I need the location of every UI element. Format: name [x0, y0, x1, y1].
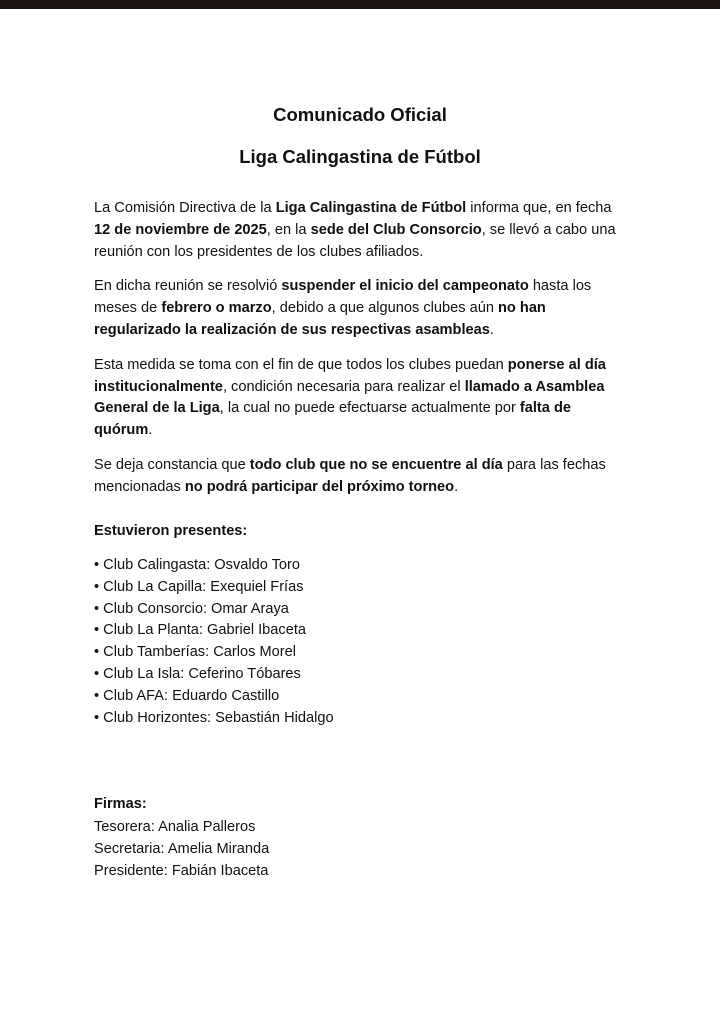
- signatures-list: [94, 817, 269, 882]
- top-dark-border: [0, 0, 720, 9]
- signatures-heading: Firmas:: [94, 796, 147, 812]
- attendee-item: • Club Consorcio: Omar Araya: [94, 599, 334, 621]
- attendees-heading: Estuvieron presentes:: [94, 523, 248, 539]
- attendee-item: • Club AFA: Eduardo Castillo: [94, 686, 334, 708]
- league-name-heading: Liga Calingastina de Fútbol: [239, 146, 481, 167]
- paragraph-2: En dicha reunión se resolvió suspender el inicio del campeonato hasta los meses de febrero o marzo, debido a que algunos clubes aún no han regularizado la realización de sus respectivas asambleas.: [94, 278, 592, 338]
- paragraph-4: Se deja constancia que todo club que no se encuentre al día para las fechas mencionadas no podrá participar del próximo torneo.: [94, 456, 606, 495]
- document-title: Comunicado Oficial: [273, 104, 447, 125]
- attendee-item: • Club La Isla: Ceferino Tóbares: [94, 664, 334, 686]
- paragraph-1: La Comisión Directiva de la Liga Calingastina de Fútbol informa que, en fecha 12 de noviembre de 2025, en la sede del Club Consorcio, se llevó a cabo una reunión con los presidentes de los clubes afiliados.: [94, 200, 616, 260]
- paragraph-3: Esta medida se toma con el fin de que todos los clubes puedan ponerse al día institucionalmente, condición necesaria para realizar el llamado a Asamblea General de la Liga, la cual no puede efectuarse actualmente por falta de quórum.: [94, 356, 606, 439]
- document-body: [94, 198, 626, 512]
- attendee-item: • Club Calingasta: Osvaldo Toro: [94, 555, 334, 577]
- attendee-item: • Club Horizontes: Sebastián Hidalgo: [94, 708, 334, 730]
- signature-item: Tesorera: Analia Palleros: [94, 819, 256, 835]
- attendees-list: [94, 555, 334, 729]
- signature-item: Secretaria: Amelia Miranda: [94, 840, 270, 857]
- signature-item: Presidente: Fabián Ibaceta: [94, 862, 269, 879]
- attendee-item: • Club La Capilla: Exequiel Frías: [94, 577, 334, 599]
- attendee-item: • Club Tamberías: Carlos Morel: [94, 642, 334, 664]
- attendee-item: • Club La Planta: Gabriel Ibaceta: [94, 620, 334, 642]
